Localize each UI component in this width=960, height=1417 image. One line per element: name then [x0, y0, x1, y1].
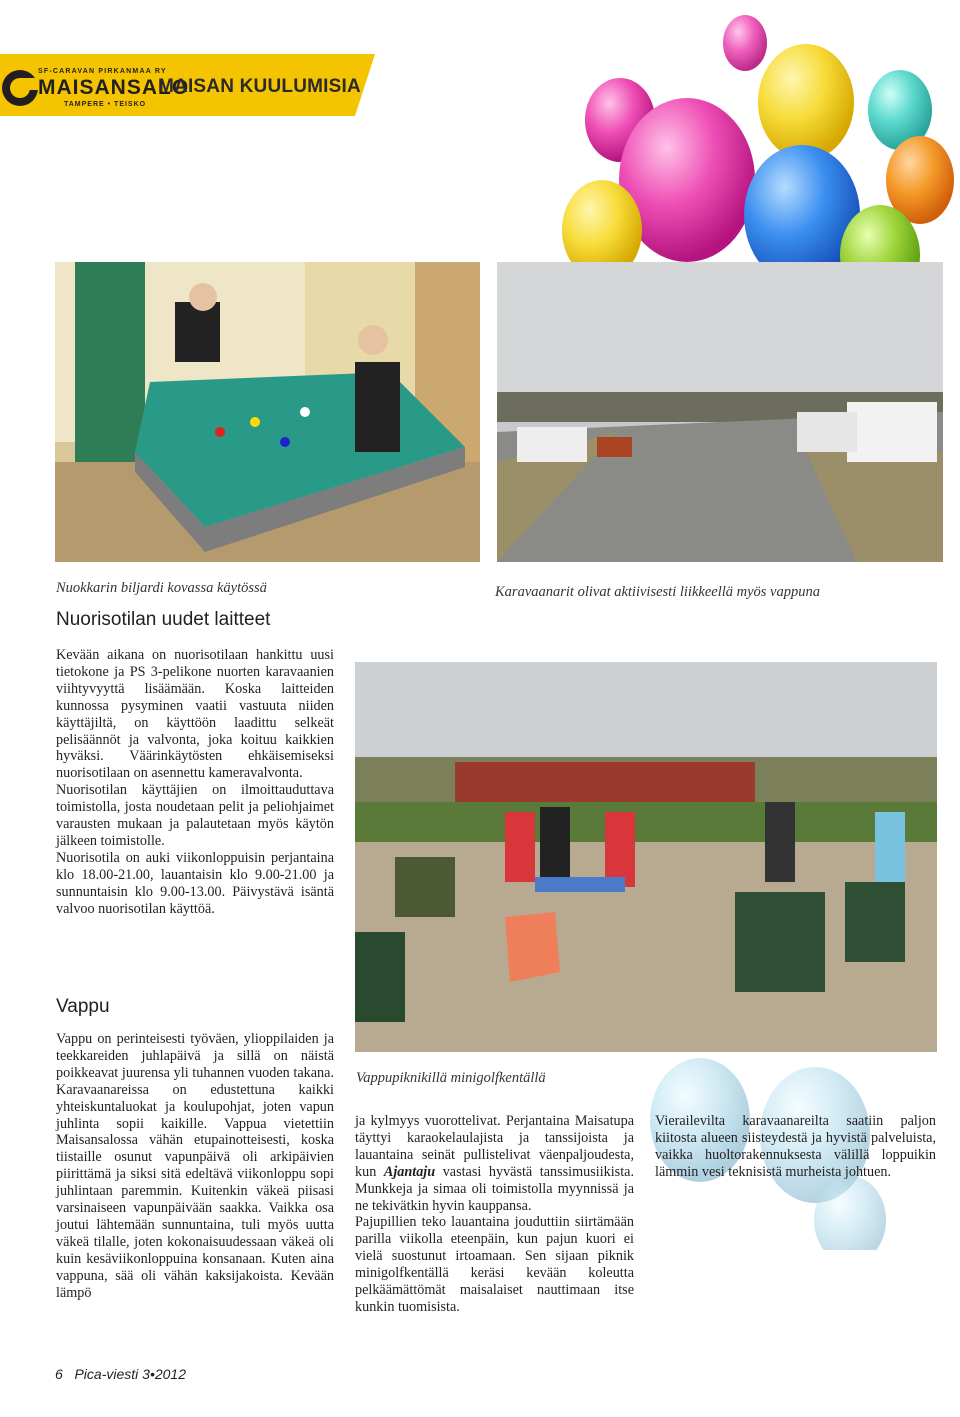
billiards-photo — [55, 262, 480, 562]
article2-col2-paragraph: Pajupillien teko lauantaina jouduttiin siirtämään parilla viikolla eteenpäin, kun pajun kuori ei vielä suostunut irtoamaan. Sen sijaan piknik minigolfkentällä keräsi kevään koleutta pelkäämättömät maisalaiset nauttimaan itse kunkin tuomisista. — [355, 1214, 634, 1315]
page-footer — [55, 1366, 186, 1382]
band-name: Ajantaju — [383, 1163, 436, 1180]
billiards-image — [55, 262, 480, 562]
page-number: 6 — [55, 1366, 63, 1382]
campsite-image — [497, 262, 943, 562]
picnic-caption: Vappupiknikillä minigolfkentällä — [356, 1070, 546, 1086]
logo-name: MAISANSALO — [38, 76, 190, 99]
article2-col2 — [355, 1113, 634, 1316]
article2-col3 — [655, 1113, 936, 1181]
article1-heading: Nuorisotilan uudet laitteet — [56, 609, 271, 630]
balloons-decoration — [560, 0, 960, 1250]
logo-org-line: SF-CARAVAN PIRKANMAA RY — [38, 68, 167, 75]
article2-col2-text-b: vastasi hyvästä tanssimusiikista. Munkkeja ja simaa oli toimistolla myynnissä ja ne tekivätkin hyvin kauppansa. — [355, 1163, 634, 1214]
section-title: MAISAN KUULUMISIA — [158, 76, 361, 97]
article2-col2-paragraph — [355, 1113, 634, 1214]
logo-place: TAMPERE • TEISKO — [64, 101, 147, 108]
article2-col1-text: Vappu on perinteisesti työväen, ylioppilaiden ja teekkareiden juhlapäivä ja sillä on näistä poikkeavat juurensa yli tuhannen vuoden takana. Karavaanareissa on edustettuna kaikki yhteiskuntaluokat ja koulupohjat, joten vapun juhlinta sopii kaikille. Vappua vietettiin Maisansalossa vähän etupainotteisesti, koska tiistaille osunut vapunpäivä oli arkipäivien piirittämä ja siksi sitä edeltävä viikonloppu sopi juhlintaan paremmin. Kuitenkin väkeä piisasi varsinaiseen vapunpäivään saakka. Vaikka osa joutui lähtemään sunnuntaina, tuli myös uutta väkeä tilalle, joten kokonaisuudessaan väkeä oli kuin kesäviikonloppuina konsanaan. Kuten aina vappuna, sää oli vähän kaksijakoista. Kevään lämpö — [56, 1031, 334, 1301]
picnic-photo — [355, 662, 937, 1052]
article1-paragraph: Nuorisotilan käyttäjien on ilmoittauduttava toimistolla, josta noudetaan pelit ja peliohjaimet varausten mukaan ja palautetaan myös käytön jälkeen toimistolle. — [56, 782, 334, 849]
article1-paragraph: Nuorisotila on auki viikonloppuisin perjantaina klo 18.00-21.00, lauantaisin klo 9.00-21.00 ja sunnuntaisin klo 9.00-13.00. Päivystävä isäntä valvoo nuorisotilan käyttöä. — [56, 849, 334, 917]
article2-heading: Vappu — [56, 996, 110, 1017]
campsite-caption: Karavaanarit olivat aktiivisesti liikkeellä myös vappuna — [495, 584, 820, 600]
logo-mark — [0, 68, 40, 108]
billiards-caption: Nuokkarin biljardi kovassa käytössä — [56, 580, 267, 596]
article2-col3-text: Vierailevilta karavaanareilta saatiin paljon kiitosta alueen siisteydestä ja hyvistä palveluista, vaikka huoltorakennuksesta välillä loppuikin lämmin vesi teknisistä murheista johtuen. — [655, 1113, 936, 1180]
article1-body — [56, 647, 334, 918]
publication-name: Pica-viesti 3•2012 — [74, 1366, 186, 1382]
logo — [0, 62, 190, 122]
article1-paragraph: Kevään aikana on nuorisotilaan hankittu uusi tietokone ja PS 3-pelikone nuorten karavaanien viihtyvyyttä lisäämään. Koska laitteiden kunnossa pysyminen vaatii vastuuta niiden käyttäjiltä, on käyttöön laadittu selkeät pelisäännöt ja valvonta, joka koituu kaikkien hyväksi. Väärinkäytösten ehkäisemiseksi nuorisotilaan on asennettu kameravalvonta. — [56, 647, 334, 782]
article2-col1 — [56, 1031, 334, 1302]
picnic-image — [355, 662, 937, 1052]
article2-col2-text-a: ja kylmyys vuorottelivat. Perjantaina Maisatupa täyttyi karaokelaulajista ja tanssijoista ja lauantaina seinät pullistelivat väenpaljoudesta, kun — [355, 1113, 634, 1180]
campsite-photo — [497, 262, 943, 562]
